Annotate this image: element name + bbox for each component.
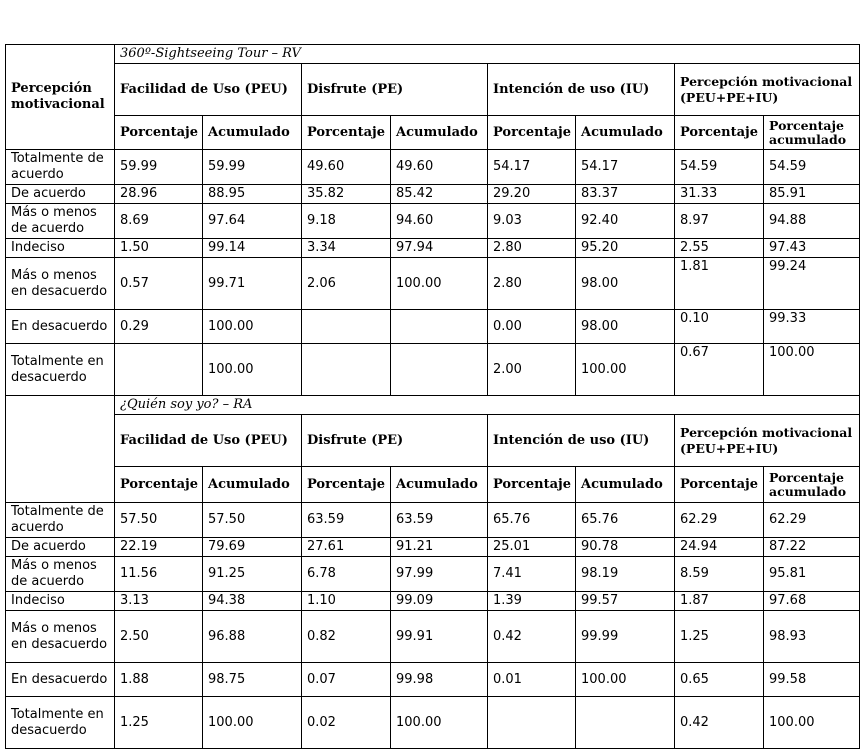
row-label: De acuerdo <box>6 538 115 557</box>
table-cell: 97.68 <box>764 592 860 611</box>
column-header: Porcentaje <box>115 467 203 503</box>
table-cell: 96.88 <box>203 611 302 663</box>
row-label: Totalmente en desacuerdo <box>6 697 115 749</box>
table-cell: 2.06 <box>302 258 391 310</box>
table-cell: 35.82 <box>302 185 391 204</box>
subheader-row <box>6 467 860 503</box>
table-cell: 99.14 <box>203 239 302 258</box>
table-cell: 65.76 <box>488 503 576 538</box>
table-cell: 28.96 <box>115 185 203 204</box>
column-header: Acumulado <box>391 116 488 150</box>
table-cell: 2.50 <box>115 611 203 663</box>
table-cell: 49.60 <box>302 150 391 185</box>
results-table <box>5 44 860 749</box>
table-cell: 29.20 <box>488 185 576 204</box>
table-cell: 0.57 <box>115 258 203 310</box>
table-cell: 99.33 <box>764 310 860 344</box>
row-label: En desacuerdo <box>6 663 115 697</box>
table-cell: 1.25 <box>675 611 764 663</box>
group-header-row <box>6 415 860 467</box>
table-cell: 1.81 <box>675 258 764 310</box>
table-cell: 90.78 <box>576 538 675 557</box>
table-cell: 91.21 <box>391 538 488 557</box>
table-cell <box>115 344 203 396</box>
table-cell: 8.97 <box>675 204 764 239</box>
row-label: Más o menos de acuerdo <box>6 557 115 592</box>
corner-header <box>6 396 115 503</box>
table-cell: 99.71 <box>203 258 302 310</box>
table-row <box>6 185 860 204</box>
row-label: De acuerdo <box>6 185 115 204</box>
table-cell: 54.59 <box>764 150 860 185</box>
table-cell: 97.64 <box>203 204 302 239</box>
group-header: Intención de uso (IU) <box>488 64 675 116</box>
row-label: Más o menos de acuerdo <box>6 204 115 239</box>
table-cell: 100.00 <box>391 258 488 310</box>
table-cell: 100.00 <box>764 344 860 396</box>
group-header: Disfrute (PE) <box>302 64 488 116</box>
table-cell: 88.95 <box>203 185 302 204</box>
group-header: Disfrute (PE) <box>302 415 488 467</box>
column-header: Acumulado <box>576 116 675 150</box>
table-cell: 94.88 <box>764 204 860 239</box>
table-cell: 1.88 <box>115 663 203 697</box>
table-cell: 0.42 <box>488 611 576 663</box>
table-cell: 1.10 <box>302 592 391 611</box>
table-cell: 59.99 <box>115 150 203 185</box>
table-cell: 94.60 <box>391 204 488 239</box>
table-cell: 65.76 <box>576 503 675 538</box>
row-label: Totalmente de acuerdo <box>6 503 115 538</box>
table-cell: 63.59 <box>391 503 488 538</box>
table-row <box>6 663 860 697</box>
table-cell: 97.99 <box>391 557 488 592</box>
table-cell: 2.55 <box>675 239 764 258</box>
table-cell: 99.57 <box>576 592 675 611</box>
table-cell: 0.10 <box>675 310 764 344</box>
column-header: Porcentaje <box>115 116 203 150</box>
table-cell: 99.09 <box>391 592 488 611</box>
table-row <box>6 310 860 344</box>
table-cell: 85.91 <box>764 185 860 204</box>
table-row <box>6 503 860 538</box>
table-cell: 2.80 <box>488 258 576 310</box>
table-cell: 95.20 <box>576 239 675 258</box>
table-row <box>6 258 860 310</box>
table-cell: 87.22 <box>764 538 860 557</box>
table-cell: 91.25 <box>203 557 302 592</box>
table-cell: 6.78 <box>302 557 391 592</box>
table-cell: 24.94 <box>675 538 764 557</box>
table-cell: 27.61 <box>302 538 391 557</box>
table-cell: 99.24 <box>764 258 860 310</box>
table-cell: 0.07 <box>302 663 391 697</box>
table-cell: 99.98 <box>391 663 488 697</box>
column-header: Acumulado <box>576 467 675 503</box>
row-label: En desacuerdo <box>6 310 115 344</box>
row-label: Indeciso <box>6 239 115 258</box>
table-cell: 0.82 <box>302 611 391 663</box>
table-cell: 0.67 <box>675 344 764 396</box>
table-cell: 0.02 <box>302 697 391 749</box>
table-row <box>6 592 860 611</box>
table-cell <box>302 344 391 396</box>
column-header: Porcentaje <box>675 467 764 503</box>
table-cell: 95.81 <box>764 557 860 592</box>
column-header: Acumulado <box>203 116 302 150</box>
table-cell: 99.99 <box>576 611 675 663</box>
column-header: Porcentaje <box>302 467 391 503</box>
table-cell: 100.00 <box>576 344 675 396</box>
table-cell <box>576 697 675 749</box>
table-cell: 100.00 <box>203 344 302 396</box>
table-cell: 49.60 <box>391 150 488 185</box>
table-cell: 0.29 <box>115 310 203 344</box>
table-cell: 98.93 <box>764 611 860 663</box>
column-header: Acumulado <box>203 467 302 503</box>
table-cell: 98.00 <box>576 310 675 344</box>
column-header: Porcentaje acumulado <box>764 467 860 503</box>
table-cell: 1.25 <box>115 697 203 749</box>
table-cell: 0.42 <box>675 697 764 749</box>
section-title: 360º-Sightseeing Tour – RV <box>115 45 860 64</box>
row-label: Totalmente en desacuerdo <box>6 344 115 396</box>
group-header: Facilidad de Uso (PEU) <box>115 415 302 467</box>
table-row <box>6 150 860 185</box>
table-cell: 98.00 <box>576 258 675 310</box>
table-cell: 0.65 <box>675 663 764 697</box>
column-header: Porcentaje <box>675 116 764 150</box>
table-cell: 85.42 <box>391 185 488 204</box>
group-header: Percepción motivacional (PEU+PE+IU) <box>675 415 860 467</box>
table-cell: 97.43 <box>764 239 860 258</box>
table-cell: 0.01 <box>488 663 576 697</box>
section-title-row <box>6 45 860 64</box>
group-header-row <box>6 64 860 116</box>
table-cell: 2.00 <box>488 344 576 396</box>
table-cell: 98.19 <box>576 557 675 592</box>
table-cell: 7.41 <box>488 557 576 592</box>
table-cell: 94.38 <box>203 592 302 611</box>
table-cell: 11.56 <box>115 557 203 592</box>
table-row <box>6 697 860 749</box>
table-cell: 25.01 <box>488 538 576 557</box>
table-cell: 54.17 <box>488 150 576 185</box>
corner-header: Percepción motivacional <box>6 45 115 150</box>
row-label: Totalmente de acuerdo <box>6 150 115 185</box>
table-cell: 0.00 <box>488 310 576 344</box>
section-title-row <box>6 396 860 415</box>
table-row <box>6 239 860 258</box>
table-cell: 100.00 <box>764 697 860 749</box>
table-cell: 97.94 <box>391 239 488 258</box>
table-cell: 1.39 <box>488 592 576 611</box>
table-cell: 57.50 <box>115 503 203 538</box>
table-cell: 79.69 <box>203 538 302 557</box>
table-cell: 1.87 <box>675 592 764 611</box>
table-cell: 63.59 <box>302 503 391 538</box>
row-label: Indeciso <box>6 592 115 611</box>
table-cell: 22.19 <box>115 538 203 557</box>
group-header: Intención de uso (IU) <box>488 415 675 467</box>
table-cell: 3.13 <box>115 592 203 611</box>
column-header: Porcentaje <box>488 116 576 150</box>
table-cell: 62.29 <box>675 503 764 538</box>
section-title: ¿Quién soy yo? – RA <box>115 396 860 415</box>
table-cell: 1.50 <box>115 239 203 258</box>
subheader-row <box>6 116 860 150</box>
group-header: Facilidad de Uso (PEU) <box>115 64 302 116</box>
table-cell: 9.03 <box>488 204 576 239</box>
table-cell: 99.91 <box>391 611 488 663</box>
table-cell: 9.18 <box>302 204 391 239</box>
table-cell <box>391 310 488 344</box>
table-row <box>6 611 860 663</box>
column-header: Porcentaje acumulado <box>764 116 860 150</box>
table-cell: 62.29 <box>764 503 860 538</box>
table-cell: 3.34 <box>302 239 391 258</box>
column-header: Porcentaje <box>488 467 576 503</box>
table-cell: 2.80 <box>488 239 576 258</box>
group-header: Percepción motivacional (PEU+PE+IU) <box>675 64 860 116</box>
table-row <box>6 557 860 592</box>
table-cell: 99.58 <box>764 663 860 697</box>
table-cell: 100.00 <box>203 697 302 749</box>
table-cell: 54.59 <box>675 150 764 185</box>
table-cell: 83.37 <box>576 185 675 204</box>
table-cell: 98.75 <box>203 663 302 697</box>
table-cell: 100.00 <box>203 310 302 344</box>
table-cell: 57.50 <box>203 503 302 538</box>
row-label: Más o menos en desacuerdo <box>6 258 115 310</box>
table-cell: 100.00 <box>391 697 488 749</box>
table-row <box>6 204 860 239</box>
table-cell: 59.99 <box>203 150 302 185</box>
column-header: Acumulado <box>391 467 488 503</box>
table-cell <box>391 344 488 396</box>
table-cell: 54.17 <box>576 150 675 185</box>
table-cell <box>488 697 576 749</box>
column-header: Porcentaje <box>302 116 391 150</box>
table-cell: 8.59 <box>675 557 764 592</box>
table-row <box>6 344 860 396</box>
table-row <box>6 538 860 557</box>
table-cell: 31.33 <box>675 185 764 204</box>
row-label: Más o menos en desacuerdo <box>6 611 115 663</box>
table-cell: 92.40 <box>576 204 675 239</box>
table-cell: 8.69 <box>115 204 203 239</box>
table-cell: 100.00 <box>576 663 675 697</box>
table-cell <box>302 310 391 344</box>
